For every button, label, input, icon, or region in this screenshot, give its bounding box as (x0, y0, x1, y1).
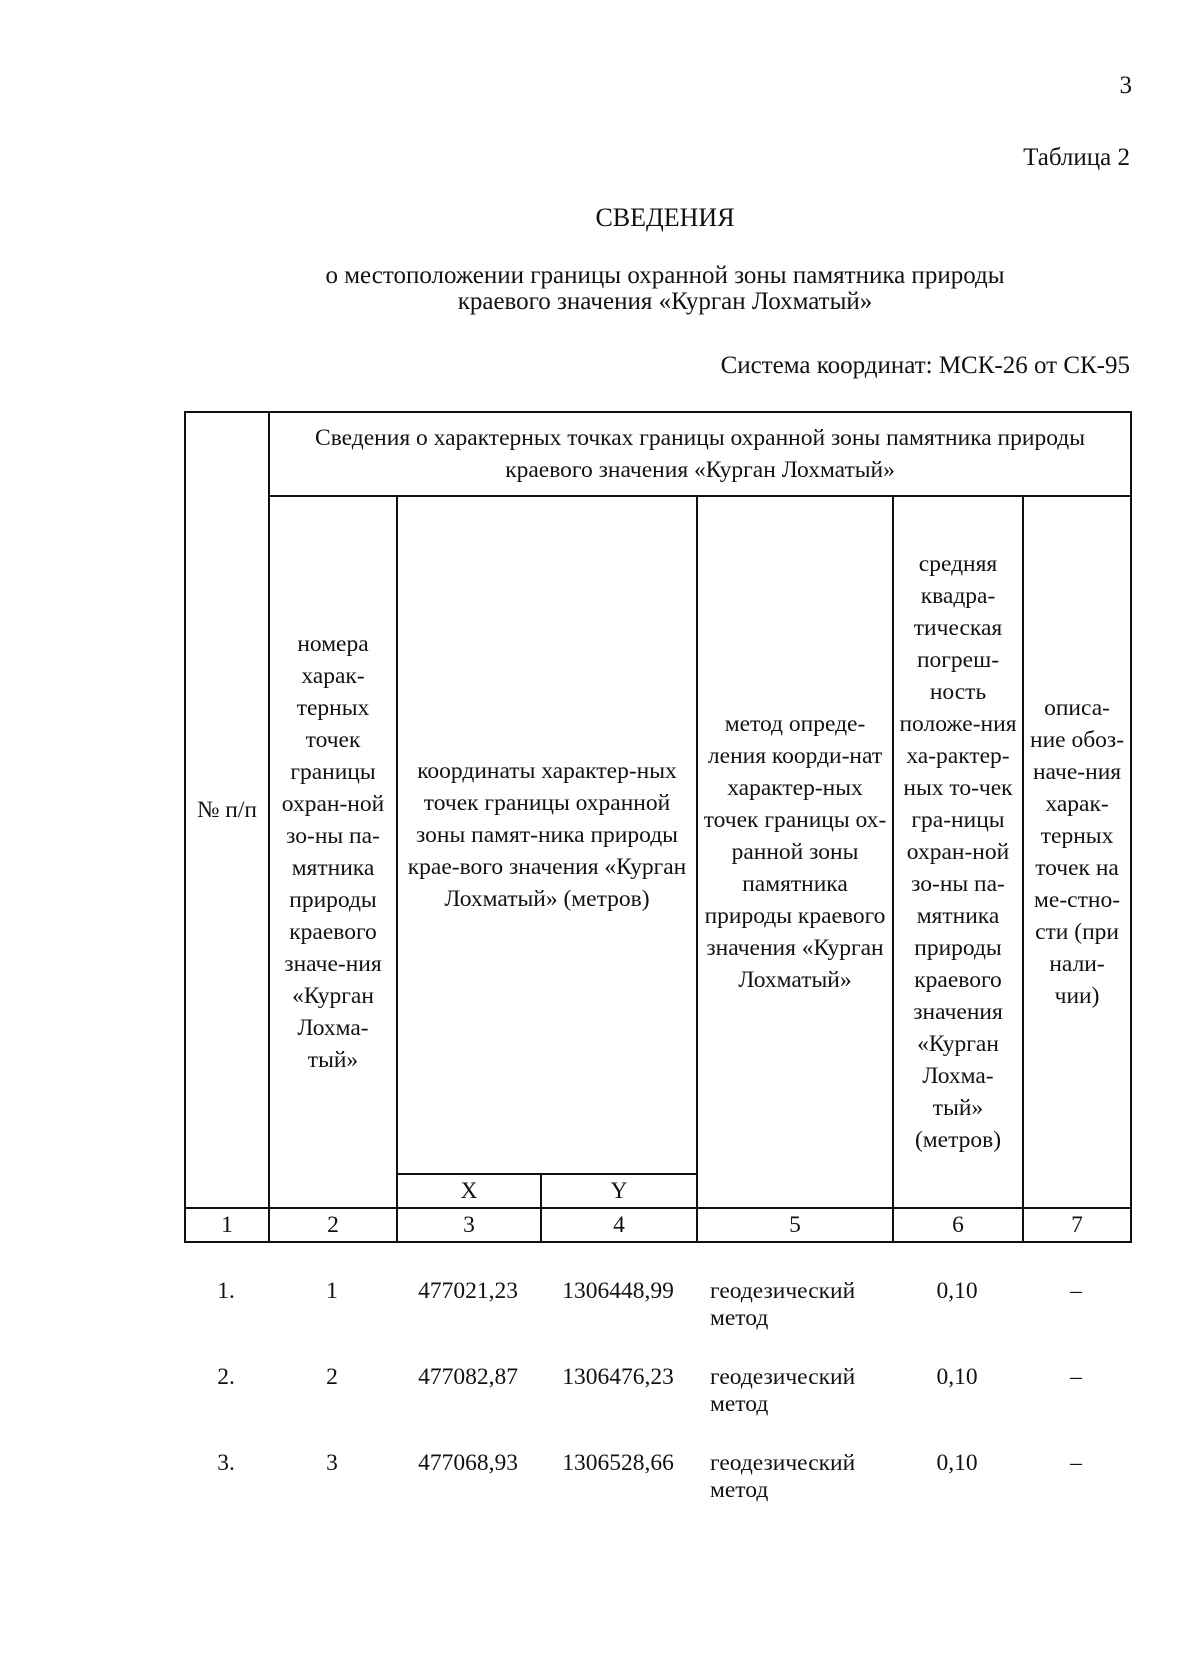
cell-no: 1. (217, 1278, 235, 1304)
column-number: 7 (1023, 1208, 1131, 1242)
table-row (184, 1450, 1130, 1536)
column-number: 3 (397, 1208, 541, 1242)
cell-x: 477021,23 (418, 1278, 518, 1304)
column-number: 5 (697, 1208, 893, 1242)
table-row (184, 1364, 1130, 1450)
cell-error: 0,10 (936, 1364, 978, 1390)
cell-method: геодезический метод (710, 1278, 856, 1331)
header-y: Y (541, 1174, 697, 1208)
cell-point: 3 (326, 1450, 338, 1476)
cell-error: 0,10 (936, 1450, 978, 1476)
boundary-points-rows (184, 1278, 1130, 1536)
header-coordinates: координаты характер-ных точек границы охранной зоны памят-ника природы крае-вого значения «Курган Лохматый» (метров) (397, 496, 697, 1174)
header-x: X (397, 1174, 541, 1208)
header-group: Сведения о характерных точках границы охранной зоны памятника природы краевого значения «Курган Лохматый» (269, 412, 1131, 496)
cell-method: геодезический метод (710, 1450, 856, 1503)
cell-no: 3. (217, 1450, 235, 1476)
column-number: 2 (269, 1208, 397, 1242)
header-method: метод опреде-ления коорди-нат характер-ных точек границы ох-ранной зоны памятника природы краевого значения «Курган Лохматый» (697, 496, 893, 1208)
coordinate-system: Система координат: МСК-26 от СК-95 (720, 352, 1130, 379)
cell-x: 477082,87 (418, 1364, 518, 1390)
cell-point: 1 (326, 1278, 338, 1304)
cell-error: 0,10 (936, 1278, 978, 1304)
cell-y: 1306528,66 (562, 1450, 674, 1476)
page-number: 3 (1119, 72, 1132, 99)
subtitle-line-1: о местоположении границы охранной зоны памятника природы (325, 262, 1005, 289)
cell-method: геодезический метод (710, 1364, 856, 1417)
document-subtitle (0, 263, 1200, 315)
cell-description: – (1070, 1278, 1082, 1304)
cell-point: 2 (326, 1364, 338, 1390)
cell-description: – (1070, 1364, 1082, 1390)
column-number: 1 (185, 1208, 269, 1242)
table-row (184, 1278, 1130, 1364)
boundary-points-table (184, 411, 1132, 1243)
document-title: СВЕДЕНИЯ (595, 203, 735, 232)
subtitle-line-2: краевого значения «Курган Лохматый» (457, 288, 873, 315)
cell-description: – (1070, 1450, 1082, 1476)
header-row-number: № п/п (185, 412, 269, 1208)
cell-y: 1306476,23 (562, 1364, 674, 1390)
cell-no: 2. (217, 1364, 235, 1390)
header-point-numbers: номера харак-терных точек границы охран-ной зо-ны па-мятника природы краевого значе-ния «Курган Лохма-тый» (269, 496, 397, 1208)
column-number: 6 (893, 1208, 1023, 1242)
cell-y: 1306448,99 (562, 1278, 674, 1304)
header-error: средняя квадра-тическая погреш-ность положе-ния ха-рактер-ных то-чек гра-ницы охран-ной зо-ны па-мятника природы краевого значения «Курган Лохма-тый» (метров) (893, 496, 1023, 1208)
cell-x: 477068,93 (418, 1450, 518, 1476)
column-number: 4 (541, 1208, 697, 1242)
header-description: описа-ние обоз-наче-ния харак-терных точек на ме-стно-сти (при нали-чии) (1023, 496, 1131, 1208)
table-label: Таблица 2 (1023, 144, 1130, 171)
